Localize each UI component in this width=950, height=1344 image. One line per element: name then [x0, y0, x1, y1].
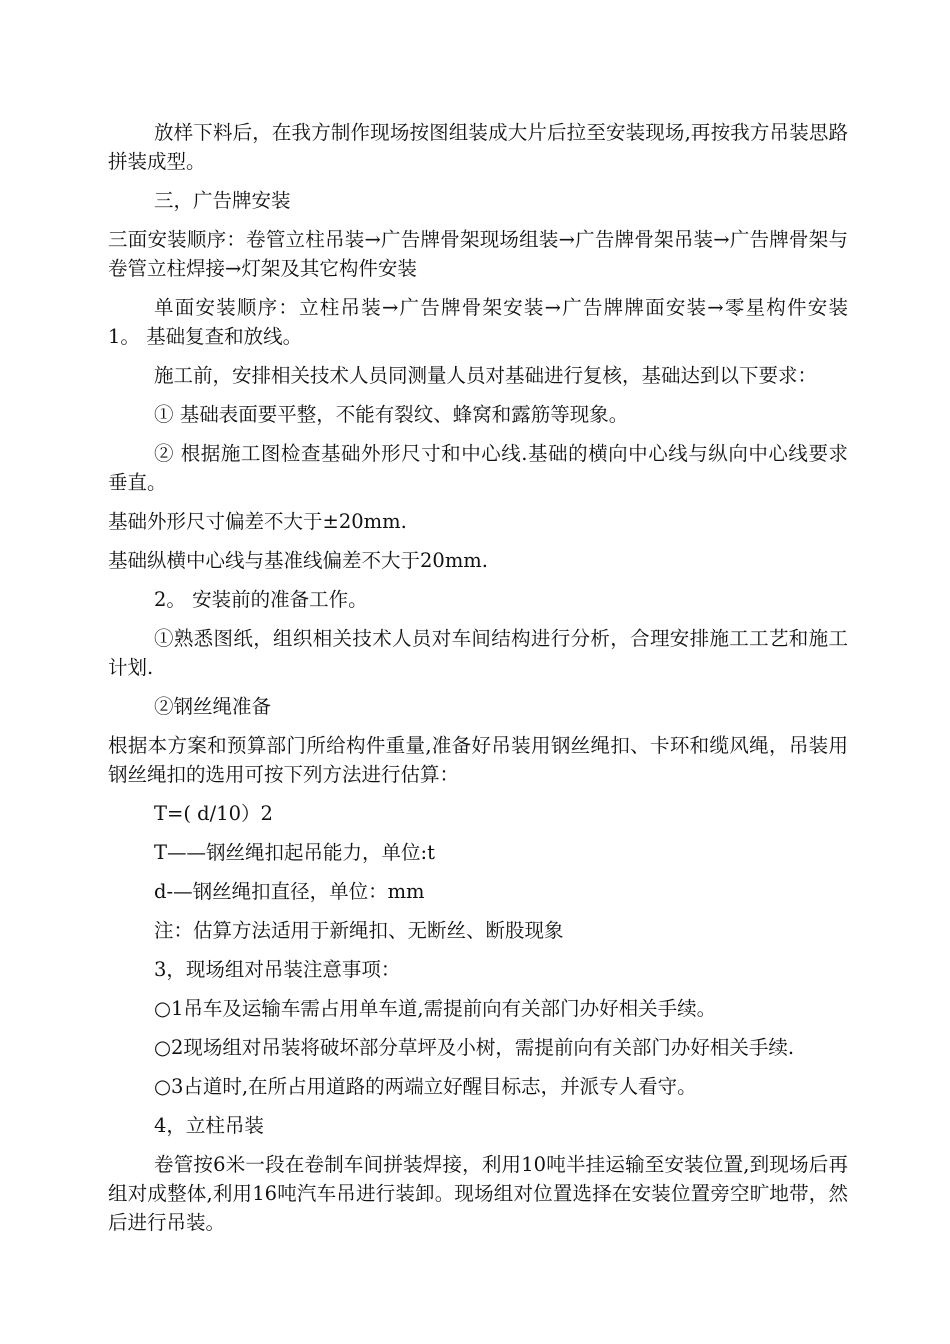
- paragraph: 卷管按6米一段在卷制车间拼装焊接，利用10吨半挂运输至安装位置,到现场后再组对成整体,利用16吨汽车吊进行装卸。现场组对位置选择在安装位置旁空旷地带，然后进行吊装。: [108, 1153, 848, 1234]
- paragraph: 基础纵横中心线与基准线偏差不大于20mm.: [108, 549, 488, 572]
- document-body: [108, 118, 886, 1247]
- formula-definition: d-—钢丝绳扣直径，单位：mm: [154, 880, 425, 903]
- list-item: ○3占道时,在所占用道路的两端立好醒目标志，并派专人看守。: [154, 1075, 697, 1098]
- section-heading-column-hoisting: 4，立柱吊装: [154, 1114, 264, 1137]
- section-heading-installation: 三，广告牌安装: [154, 189, 291, 212]
- paragraph: 基础外形尺寸偏差不大于±20mm.: [108, 510, 407, 533]
- section-heading-preparation: 2。 安装前的准备工作。: [154, 588, 368, 611]
- section-heading-precautions: 3，现场组对吊装注意事项：: [154, 958, 401, 981]
- formula: T=( d/10）2: [154, 802, 273, 825]
- paragraph-three-sided-sequence: 三面安装顺序：卷管立柱吊装→广告牌骨架现场组装→广告牌骨架吊装→广告牌骨架与卷管立柱焊接→灯架及其它构件安装: [108, 228, 848, 280]
- paragraph: 施工前，安排相关技术人员同测量人员对基础进行复核，基础达到以下要求：: [154, 364, 818, 387]
- formula-definition: T——钢丝绳扣起吊能力，单位:t: [154, 841, 435, 864]
- paragraph-single-sided-sequence: 单面安装顺序：立柱吊装→广告牌骨架安装→广告牌牌面安装→零星构件安装 1。 基础复查和放线。: [108, 296, 886, 348]
- list-item: ○1吊车及运输车需占用单车道,需提前向有关部门办好相关手续。: [154, 997, 717, 1020]
- list-item: ② 根据施工图检查基础外形尺寸和中心线.基础的横向中心线与纵向中心线要求垂直。: [108, 442, 848, 494]
- paragraph: 根据本方案和预算部门所给构件重量,准备好吊装用钢丝绳扣、卡环和缆风绳，吊装用钢丝绳扣的选用可按下列方法进行估算：: [108, 734, 848, 786]
- list-item: ○2现场组对吊装将破坏部分草坪及小树，需提前向有关部门办好相关手续.: [154, 1036, 795, 1059]
- list-item: ②钢丝绳准备: [154, 695, 272, 718]
- note: 注：估算方法适用于新绳扣、无断丝、断股现象: [154, 919, 564, 942]
- list-item: ① 基础表面要平整，不能有裂纹、蜂窝和露筋等现象。: [154, 403, 629, 426]
- paragraph: 放样下料后，在我方制作现场按图组装成大片后拉至安装现场,再按我方吊装思路拼装成型。: [108, 121, 848, 173]
- list-item: ①熟悉图纸，组织相关技术人员对车间结构进行分析，合理安排施工工艺和施工计划.: [108, 627, 848, 679]
